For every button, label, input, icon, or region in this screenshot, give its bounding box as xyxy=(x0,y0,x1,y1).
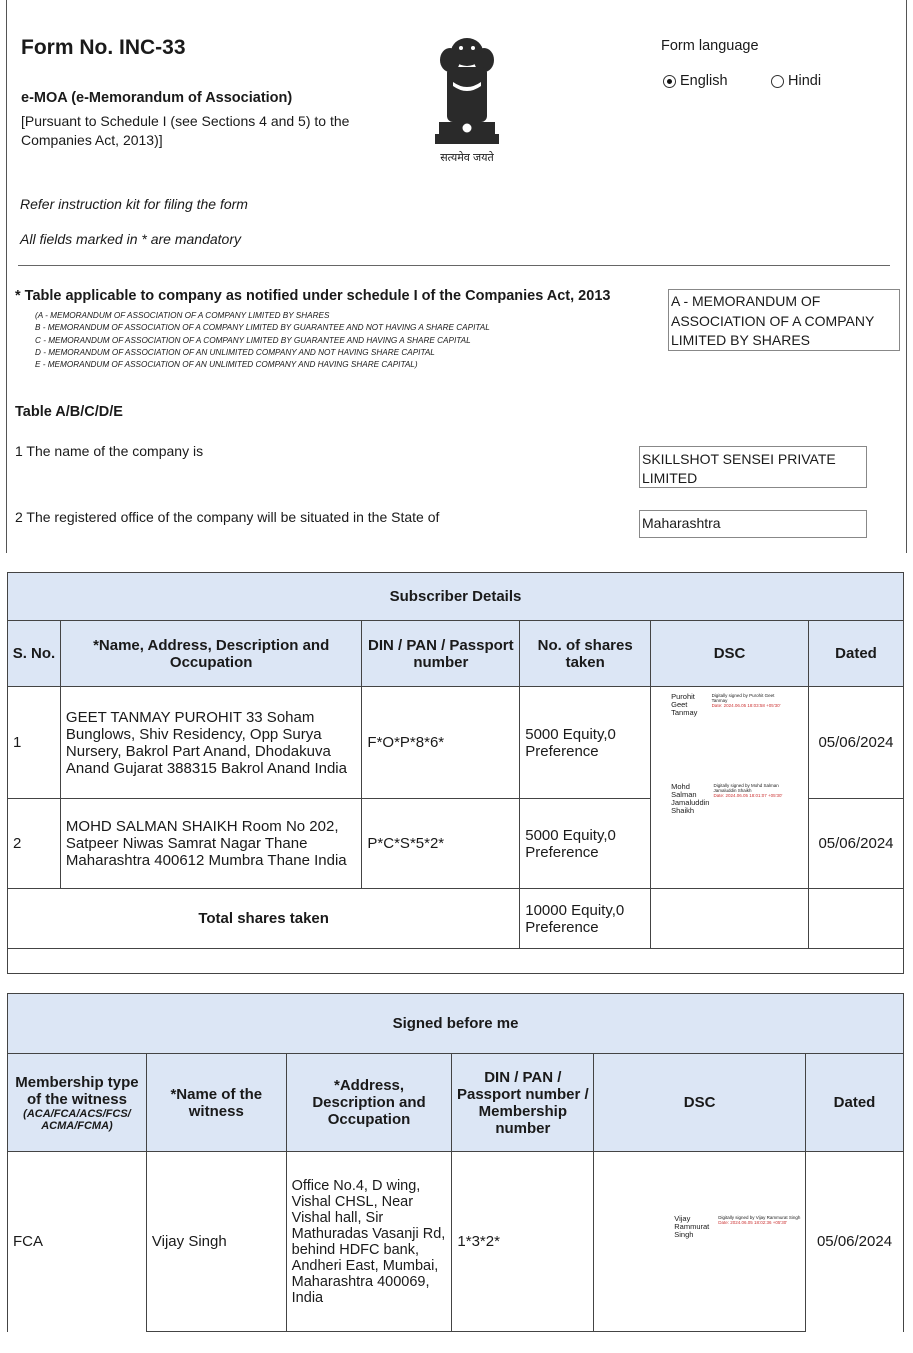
dsc-signature xyxy=(671,693,788,717)
dsc-signed-by: Digitally signed by Purohit Geet Tanmay xyxy=(711,693,775,703)
total-dated-empty xyxy=(809,889,904,949)
schedule-options-list xyxy=(35,310,490,371)
header-din: DIN / PAN / Passport number xyxy=(362,621,520,687)
dsc-signature xyxy=(671,783,788,815)
company-name-label: 1 The name of the company is xyxy=(15,443,204,459)
header-membership-label: Membership type of the witness xyxy=(15,1073,139,1108)
row-dsc-cell xyxy=(594,1152,806,1332)
schedule-option: E - MEMORANDUM OF ASSOCIATION OF AN UNLIMITED COMPANY AND HAVING SHARE CAPITAL) xyxy=(35,360,418,370)
row-din: P*C*S*5*2* xyxy=(362,799,520,889)
row-shares: 5000 Equity,0 Preference xyxy=(520,687,651,799)
dsc-signer-name: Mohd Salman Jamaluddin Shaikh xyxy=(671,782,710,815)
subscriber-table xyxy=(7,572,904,974)
schedule-option: (A - MEMORANDUM OF ASSOCIATION OF A COMPANY LIMITED BY SHARES xyxy=(35,311,330,320)
radio-unselected-icon[interactable] xyxy=(771,75,784,88)
header-din: DIN / PAN / Passport number / Membership number xyxy=(452,1054,594,1152)
form-pursuant: [Pursuant to Schedule I (see Sections 4 and 5) to the Companies Act, 2013)] xyxy=(21,113,350,148)
schedule-option: C - MEMORANDUM OF ASSOCIATION OF A COMPANY LIMITED BY GUARANTEE AND HAVING A SHARE CAPITAL xyxy=(35,335,471,345)
header-membership xyxy=(8,1054,147,1152)
dsc-signature xyxy=(674,1215,805,1239)
dsc-signed-by: Digitally signed by Mohd Salman Jamaluddin Shaikh xyxy=(713,783,779,793)
instruction-note: Refer instruction kit for filing the form xyxy=(20,196,248,212)
language-radio-english[interactable] xyxy=(663,73,728,89)
mandatory-note: All fields marked in * are mandatory xyxy=(20,231,241,247)
header-address: *Address, Description and Occupation xyxy=(286,1054,452,1152)
subscriber-table-title: Subscriber Details xyxy=(8,573,904,621)
dsc-date: Date: 2024.06.05 18:03:58 +05'30' xyxy=(711,703,781,708)
table-row xyxy=(8,1152,904,1332)
witness-table xyxy=(7,993,904,1332)
schedule-select-field[interactable]: A - MEMORANDUM OF ASSOCIATION OF A COMPANY LIMITED BY SHARES xyxy=(668,289,900,351)
row-address: Office No.4, D wing, Vishal CHSL, Near Vishal hall, Sir Mathuradas Vasanji Rd, behind HDFC bank, Andheri East, Mumbai, Maharashtra 400069, India xyxy=(286,1152,452,1332)
form-subtitle: e-MOA (e-Memorandum of Association) xyxy=(21,90,293,106)
header-dsc: DSC xyxy=(594,1054,806,1152)
total-label: Total shares taken xyxy=(8,889,520,949)
row-shares: 5000 Equity,0 Preference xyxy=(520,799,651,889)
language-option-label: English xyxy=(680,73,728,89)
row-dated: 05/06/2024 xyxy=(809,799,904,889)
dsc-detail xyxy=(712,693,788,708)
registered-state-label: 2 The registered office of the company will be situated in the State of xyxy=(15,509,440,525)
radio-selected-icon[interactable] xyxy=(663,75,676,88)
total-row xyxy=(8,889,904,949)
language-radio-hindi[interactable] xyxy=(771,73,821,89)
section-divider xyxy=(18,265,890,266)
dsc-signer-name: Purohit Geet Tanmay xyxy=(671,692,698,717)
schedule-option: B - MEMORANDUM OF ASSOCIATION OF A COMPANY LIMITED BY GUARANTEE AND NOT HAVING A SHARE CAPITAL xyxy=(35,323,490,333)
row-membership: FCA xyxy=(8,1152,147,1332)
table-heading: Table A/B/C/D/E xyxy=(15,404,123,420)
table-footer-spacer xyxy=(8,949,904,974)
row-details: MOHD SALMAN SHAIKH Room No 202, Satpeer Niwas Samrat Nagar Thane Maharashtra 400612 Mumbra Thane India xyxy=(60,799,362,889)
header-shares: No. of shares taken xyxy=(520,621,651,687)
row-din: F*O*P*8*6* xyxy=(362,687,520,799)
row-sno: 1 xyxy=(8,687,61,799)
dsc-detail xyxy=(713,783,788,798)
header-name: *Name, Address, Description and Occupation xyxy=(60,621,362,687)
schedule-title: * Table applicable to company as notified under schedule I of the Companies Act, 2013 xyxy=(15,288,611,304)
form-title: Form No. INC-33 xyxy=(21,36,186,59)
header-dsc: DSC xyxy=(651,621,809,687)
company-name-field[interactable]: SKILLSHOT SENSEI PRIVATE LIMITED xyxy=(639,446,867,488)
form-page xyxy=(6,0,907,553)
header-dated: Dated xyxy=(806,1054,904,1152)
registered-state-field[interactable]: Maharashtra xyxy=(639,510,867,538)
total-dsc-empty xyxy=(651,889,809,949)
row-dated: 05/06/2024 xyxy=(809,687,904,799)
row-witness-name: Vijay Singh xyxy=(146,1152,286,1332)
header-witness-name: *Name of the witness xyxy=(146,1054,286,1152)
witness-table-title: Signed before me xyxy=(8,994,904,1054)
form-language-label: Form language xyxy=(661,38,759,54)
header-sno: S. No. xyxy=(8,621,61,687)
emblem-caption: सत्यमेव जयते xyxy=(440,152,494,164)
dsc-signer-name: Vijay Rammurat Singh xyxy=(674,1213,710,1239)
row-dated: 05/06/2024 xyxy=(806,1152,904,1332)
table-row xyxy=(8,687,904,799)
header-membership-sub: (ACA/FCA/ACS/FCS/ ACMA/FCMA) xyxy=(23,1107,131,1132)
dsc-signed-by: Digitally signed by Vijay Rammurat Singh xyxy=(718,1214,801,1220)
row-sno: 2 xyxy=(8,799,61,889)
row-details: GEET TANMAY PUROHIT 33 Soham Bunglows, Shiv Residency, Opp Surya Nursery, Bakrol Part Anand, Dhodakuva Anand Gujarat 388315 Bakrol Anand India xyxy=(60,687,362,799)
row-dsc-cell xyxy=(651,687,809,889)
schedule-option: D - MEMORANDUM OF ASSOCIATION OF AN UNLIMITED COMPANY AND NOT HAVING SHARE CAPITAL xyxy=(35,347,435,357)
total-value: 10000 Equity,0 Preference xyxy=(520,889,651,949)
header-dated: Dated xyxy=(809,621,904,687)
dsc-date: Date: 2024.06.05 18:02:36 +05'30' xyxy=(718,1219,788,1225)
dsc-detail xyxy=(718,1215,800,1225)
language-option-label: Hindi xyxy=(788,73,822,89)
dsc-date: Date: 2024.06.05 18:01:07 +05'30' xyxy=(713,793,783,798)
row-din: 1*3*2* xyxy=(452,1152,594,1332)
